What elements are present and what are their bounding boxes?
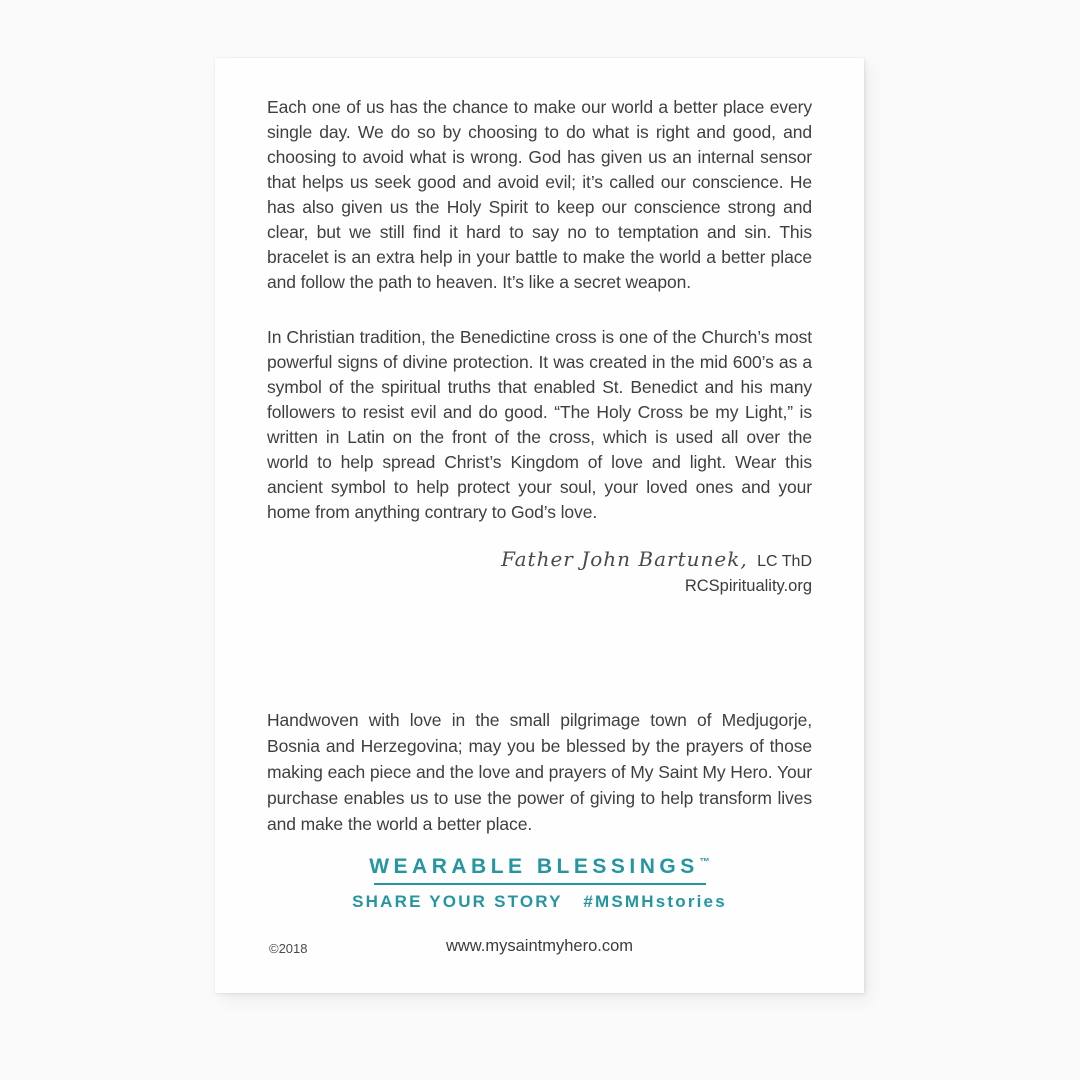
author-signature-line: [267, 546, 812, 575]
brand-wordmark-text: WEARABLE BLESSINGS: [369, 855, 699, 878]
card-upper-content: [267, 95, 812, 598]
card-footer: [267, 937, 812, 959]
msmh-stories-hashtag: #MSMHstories: [583, 892, 727, 911]
company-website-url: www.mysaintmyhero.com: [445, 937, 634, 955]
brand-tagline: [215, 892, 864, 912]
brand-wordmark: [215, 855, 864, 879]
author-signature-block: [267, 546, 812, 598]
copyright-notice: ©2018: [269, 941, 308, 956]
brand-block: [215, 855, 864, 912]
handwoven-paragraph: Handwoven with love in the small pilgrimage town of Medjugorje, Bosnia and Herzegovina; may you be blessed by the prayers of those making each piece and the love and prayers of My Saint My Hero. Your purchase enables us to use the power of giving to help transform lives and make the world a better place.: [267, 710, 812, 834]
wearable-blessings-card-back: [215, 58, 864, 993]
author-website: RCSpirituality.org: [684, 577, 812, 595]
brand-divider-rule: [374, 883, 706, 885]
intro-paragraph: Each one of us has the chance to make our world a better place every single day. We do so by choosing to do what is right and good, and choosing to avoid what is wrong. God has given us an internal sensor that helps us seek good and avoid evil; it’s called our conscience. He has also given us the Holy Spirit to keep our conscience strong and clear, but we still find it hard to say no to temptation and sin. This bracelet is an extra help in your battle to make the world a better place and follow the path to heaven. It’s like a secret weapon.: [267, 97, 812, 292]
author-signature-name: Father John Bartunek,: [501, 547, 748, 571]
benedictine-cross-paragraph: In Christian tradition, the Benedictine cross is one of the Church’s most powerful signs of divine protection. It was created in the mid 600’s as a symbol of the spiritual truths that enabled St. Benedict and his many followers to resist evil and do good. “The Holy Cross be my Light,” is written in Latin on the front of the cross, which is used all over the world to help spread Christ’s Kingdom of love and light. Wear this ancient symbol to help protect your soul, your loved ones and your home from anything contrary to God’s love.: [267, 327, 812, 522]
share-your-story-text: SHARE YOUR STORY: [352, 892, 563, 911]
trademark-symbol: ™: [699, 857, 710, 868]
author-credentials: LC ThD: [757, 553, 812, 570]
